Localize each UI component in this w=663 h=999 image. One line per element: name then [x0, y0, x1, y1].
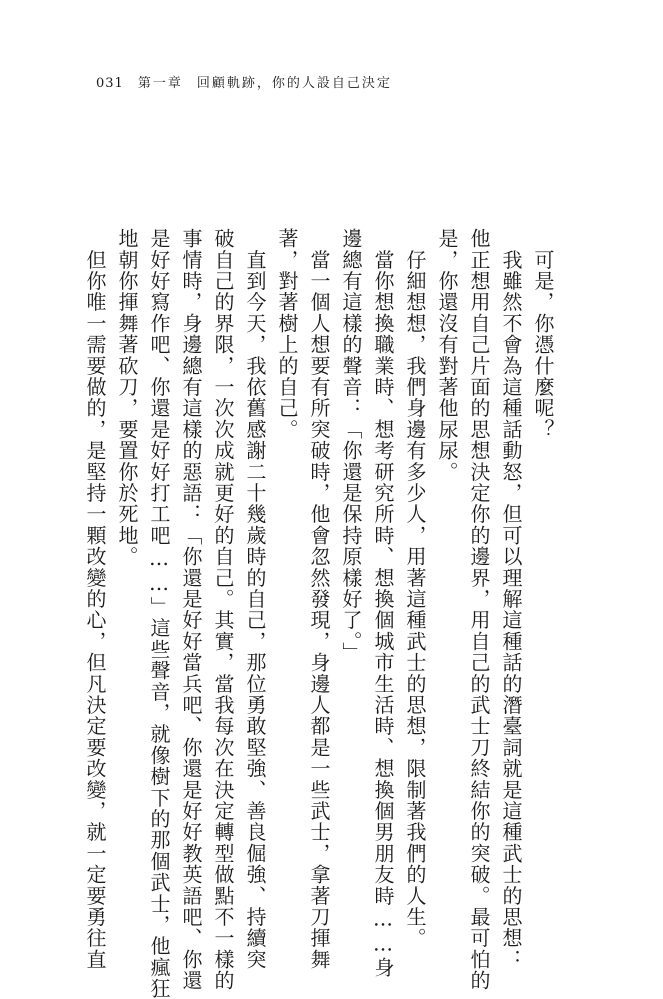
- text-column-5: 仔細想想，我們身邊有多少人，用著這種武士的思想，限制著我們的人生。: [403, 228, 427, 949]
- text-column-8: 當一個人想要有所突破時，他會忽然發現，身邊人都是一些武士，拿著刀揮舞: [307, 228, 331, 970]
- text-column-4: 是，你還沒有對著他尿尿。: [435, 228, 459, 483]
- text-column-13: 是好好寫作吧、你還是好好打工吧……」這些聲音，就像樹下的那個武士，他瘋狂: [147, 228, 171, 999]
- chapter-label: 第一章: [137, 76, 183, 91]
- text-column-7: 邊總有這樣的聲音：「你還是保持原樣好了。」: [339, 228, 363, 664]
- text-column-9: 著，對著樹上的自己。: [275, 228, 299, 440]
- text-column-2: 我雖然不會為這種話動怒，但可以理解這種話的潛臺詞就是這種武士的思想：: [499, 228, 523, 970]
- text-column-11: 破自己的界限，一次次成就更好的自己。其實，當我每次在決定轉型做點不一樣的: [211, 228, 235, 992]
- page-number: 031: [96, 76, 124, 91]
- text-column-3: 他正想用自己片面的思想決定你的邊界，用自己的武士刀終結你的突破。最可怕的: [467, 228, 491, 992]
- text-column-15: 但你唯一需要做的，是堅持一顆改變的心，但凡決定要改變，就一定要勇往直: [83, 228, 107, 970]
- text-column-12: 事情時，身邊總有這樣的惡語：「你還是好好當兵吧、你還是好好教英語吧、你還: [179, 228, 203, 992]
- chapter-title: 回顧軌跡，你的人設自己決定: [196, 76, 392, 91]
- running-header: [96, 73, 576, 95]
- text-column-1: 可是，你憑什麼呢？: [531, 228, 555, 440]
- text-column-6: 當你想換職業時、想考研究所時、想換個城市生活時、想換個男朋友時……身: [371, 228, 395, 978]
- text-column-14: 地朝你揮舞著砍刀，要置你於死地。: [115, 228, 139, 568]
- text-column-10: 直到今天，我依舊感謝二十幾歲時的自己，那位勇敢堅強、善良倔強、持續突: [243, 228, 267, 970]
